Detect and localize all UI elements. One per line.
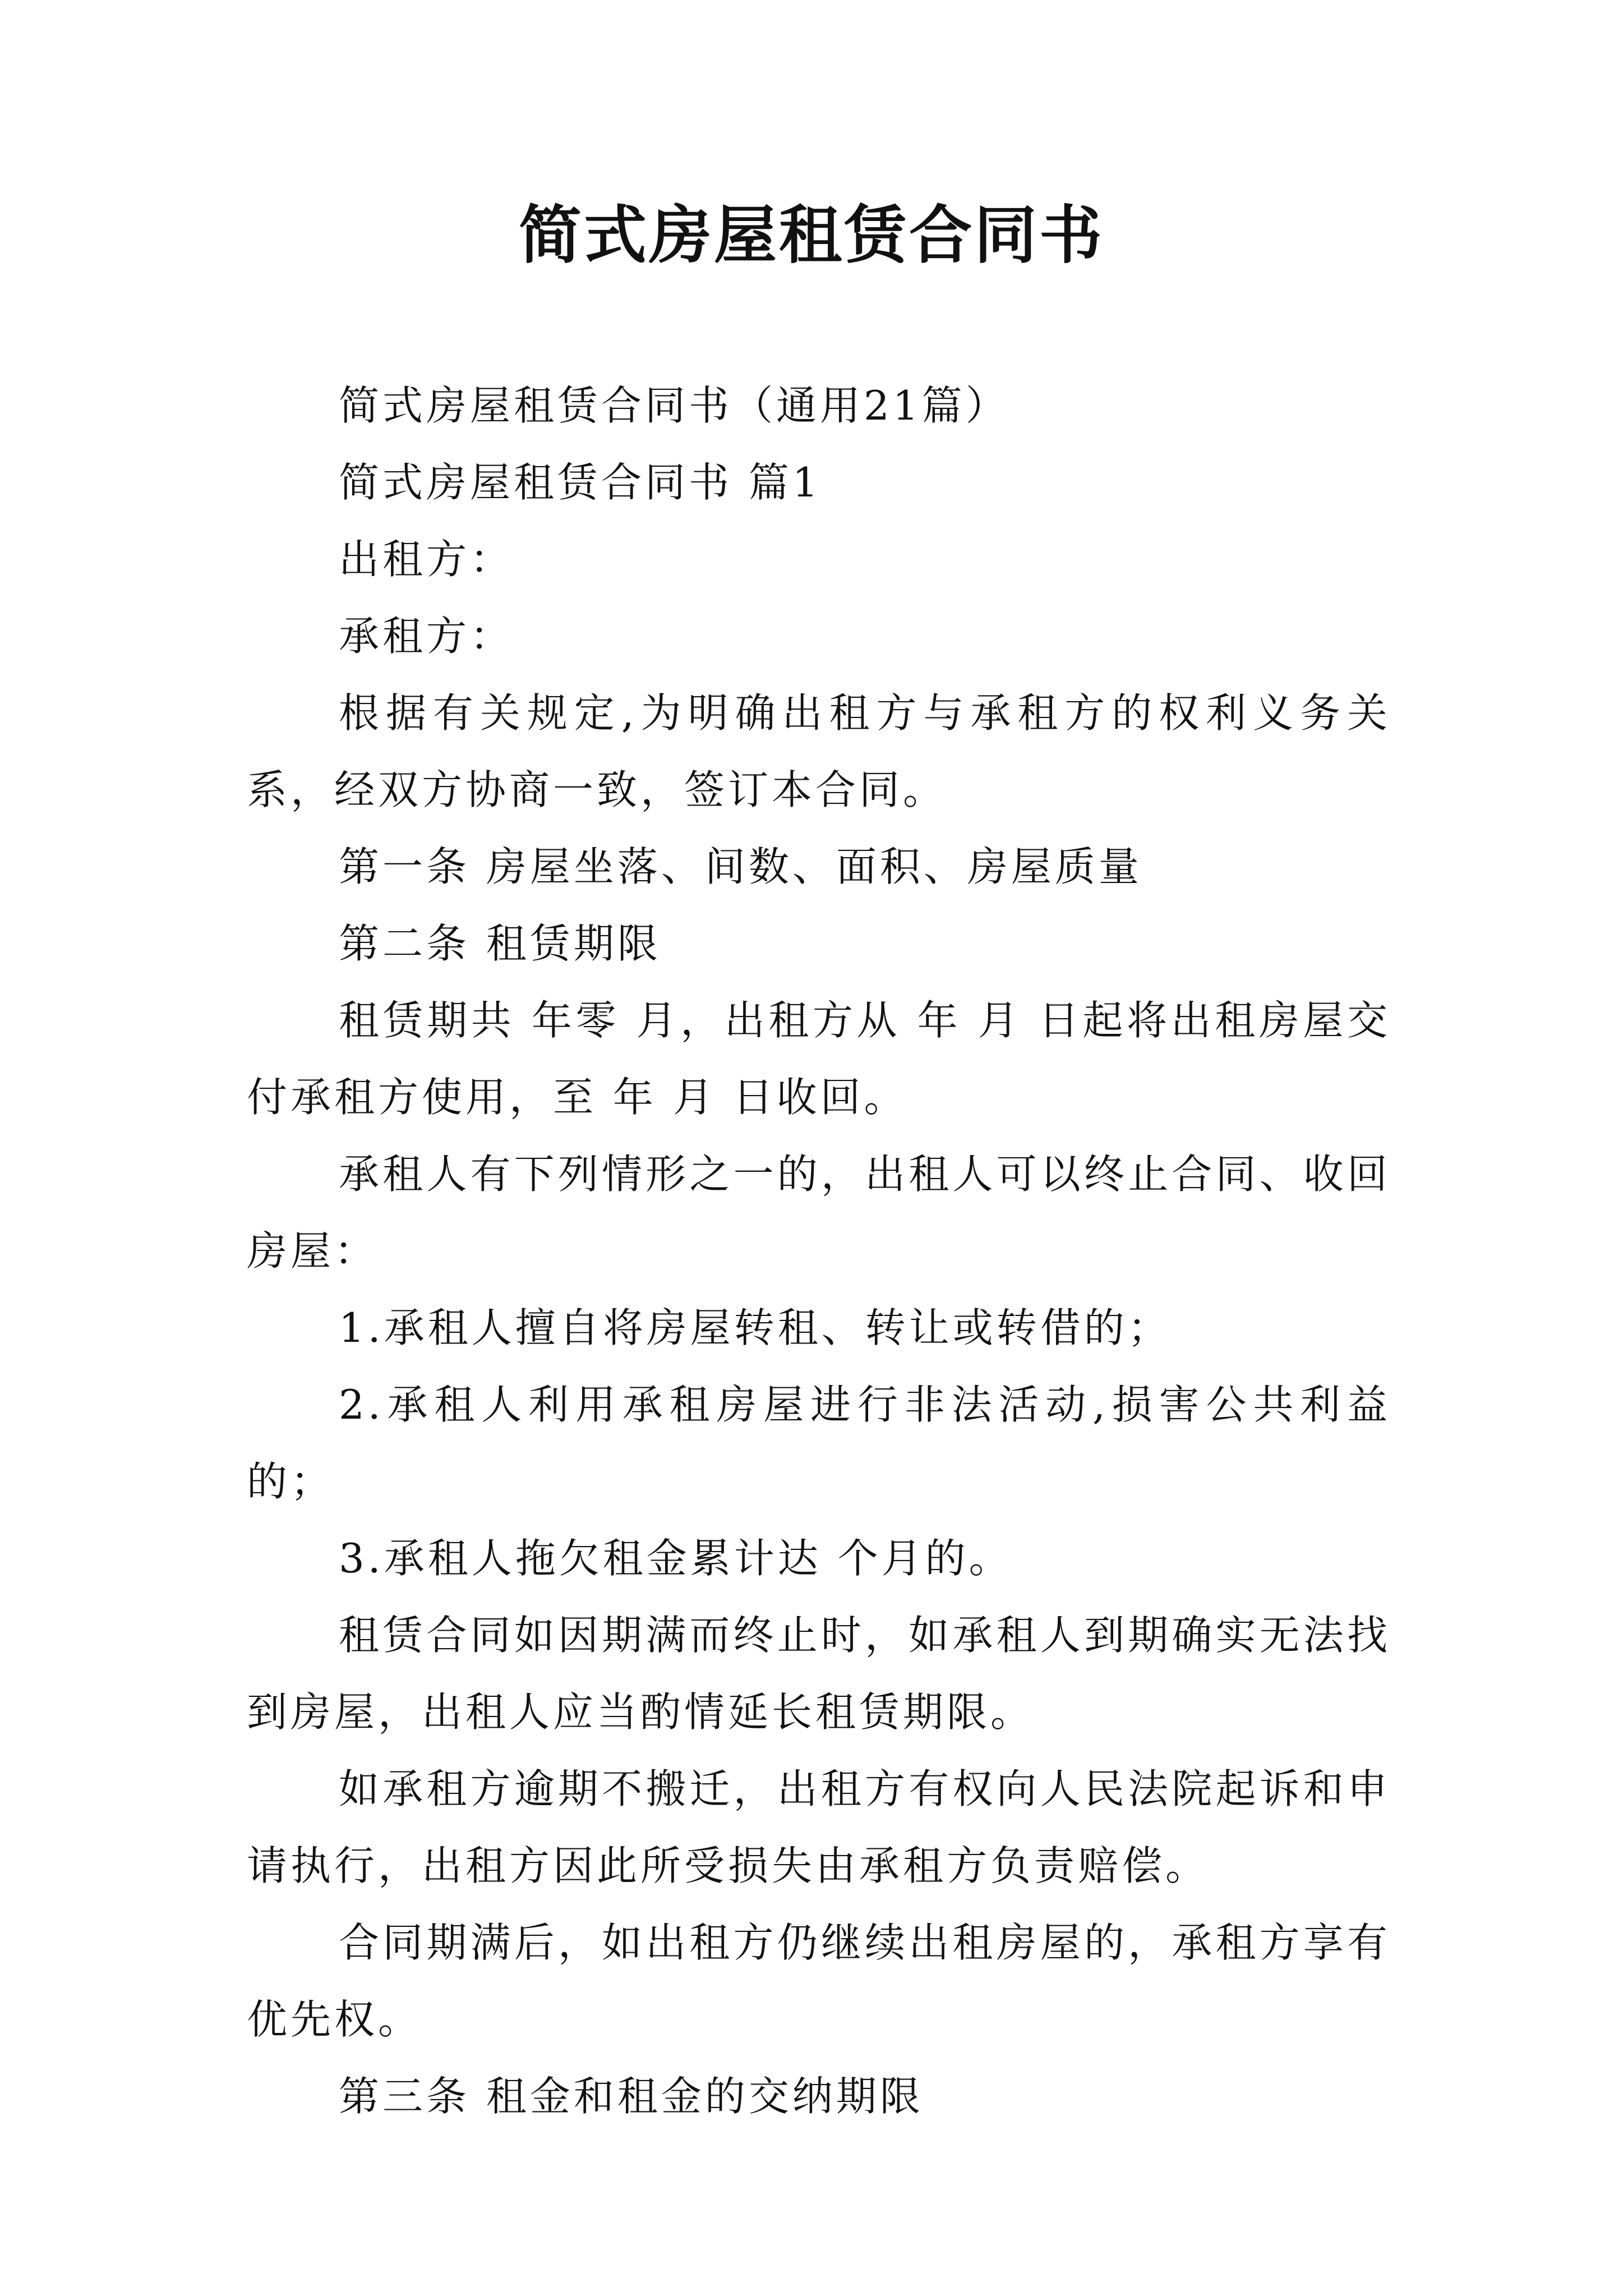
document-body — [247, 367, 1391, 2135]
document-title: 简式房屋租赁合同书 — [519, 199, 1104, 272]
paragraph-article-3: 第三条 租金和租金的交纳期限 — [339, 2073, 924, 2120]
paragraph-lessee: 承租方： — [339, 613, 514, 660]
paragraph-lessor: 出租方： — [339, 536, 514, 583]
paragraph-priority-right: 合同期满后，如出租方仍继续出租房屋的，承租方享有优先权。 — [247, 1919, 1391, 2043]
paragraph-preamble: 根据有关规定,为明确出租方与承租方的权利义务关系，经双方协商一致，签订本合同。 — [247, 689, 1391, 813]
paragraph-doc-subtitle: 简式房屋租赁合同书（通用21篇） — [339, 382, 1009, 429]
paragraph-lease-term: 租赁期共 年零 月，出租方从 年 月 日起将出租房屋交付承租方使用，至 年 月 日收回。 — [247, 997, 1391, 1121]
paragraph-section-heading: 简式房屋租赁合同书 篇1 — [339, 459, 822, 506]
paragraph-termination-conditions: 承租人有下列情形之一的，出租人可以终止合同、收回房屋： — [247, 1151, 1391, 1274]
paragraph-article-1: 第一条 房屋坐落、间数、面积、房屋质量 — [339, 843, 1142, 890]
paragraph-article-2: 第二条 租赁期限 — [339, 920, 661, 967]
paragraph-expiry-extension: 租赁合同如因期满而终止时，如承租人到期确实无法找到房屋，出租人应当酌情延长租赁期限。 — [247, 1612, 1391, 1736]
paragraph-condition-2: 2.承租人利用承租房屋进行非法活动,损害公共利益的； — [247, 1381, 1391, 1505]
paragraph-condition-1: 1.承租人擅自将房屋转租、转让或转借的； — [339, 1304, 1172, 1351]
paragraph-overdue-removal: 如承租方逾期不搬迁，出租方有权向人民法院起诉和申请执行，出租方因此所受损失由承租方负责赔偿。 — [247, 1765, 1391, 1889]
paragraph-condition-3: 3.承租人拖欠租金累计达 个月的。 — [339, 1535, 1013, 1582]
